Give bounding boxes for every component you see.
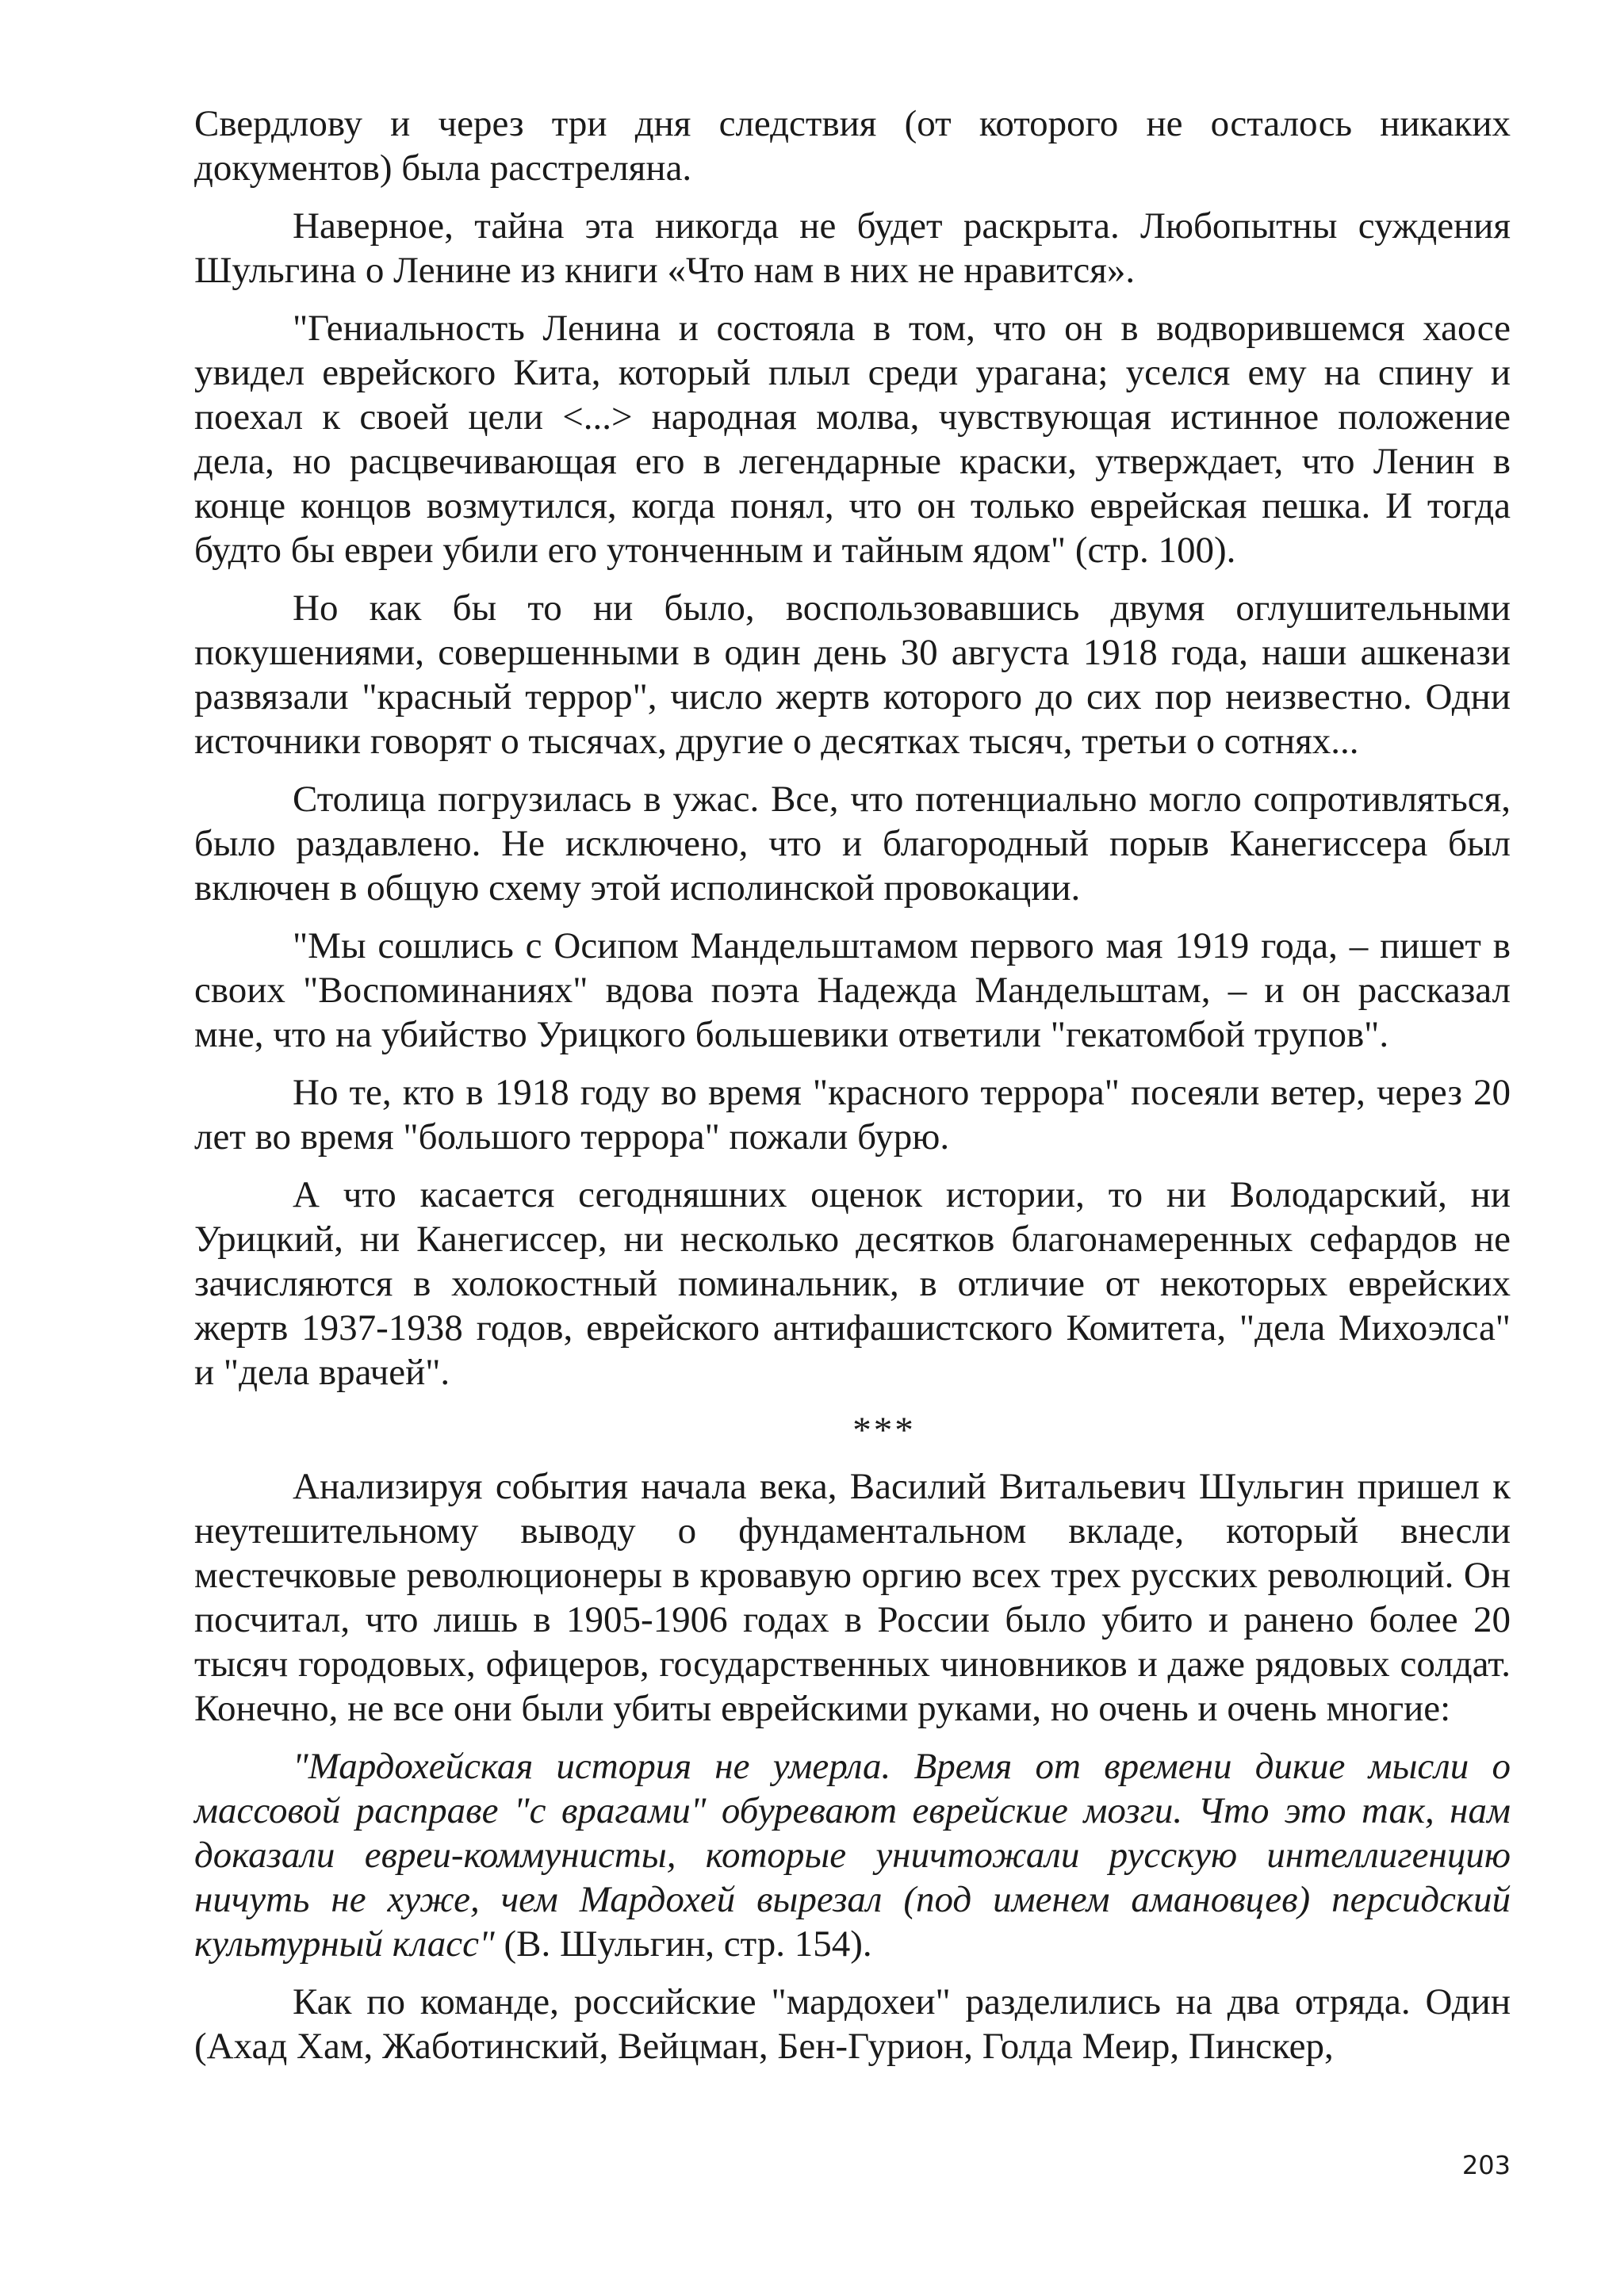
page-number: 203 [1461, 2150, 1511, 2180]
paragraph: А что касается сегодняшних оценок истории, то ни Володарский, ни Урицкий, ни Канегиссер, ни несколько десятков благонамеренных сефардов не зачисляются в холокостный поминальник, в отличие от некоторых еврейских жертв 1937-1938 годов, еврейского антифашистского Комитета, "дела Михоэлса" и "дела врачей". [194, 1174, 1511, 1393]
paragraph: Столица погрузилась в ужас. Все, что потенциально могло сопротивляться, было раздавлено. Не исключено, что и благородный порыв Канегиссера был включен в общую схему этой исполинской провокации. [194, 779, 1511, 909]
paragraph: "Мы сошлись с Осипом Мандельштамом первого мая 1919 года, – пишет в своих "Воспоминаниях" вдова поэта Надежда Мандельштам, – и он рассказал мне, что на убийство Урицкого большевики ответили "гекатомбой трупов". [194, 925, 1511, 1055]
paragraph: Наверное, тайна эта никогда не будет раскрыта. Любопытны суждения Шульгина о Ленине из книги «Что нам в них не нравится». [194, 205, 1511, 291]
quote-text: "Мардохейская история не умерла. Время от времени дикие мысли о массовой расправе "с врагами" обуревают еврейские мозги. Что это так, нам доказали евреи-коммунисты, которые уничтожали русскую интеллигенцию ничуть не хуже, чем Мардохей вырезал (под именем амановцев) персидский культурный класс" [194, 1746, 1511, 1965]
paragraph: Свердлову и через три дня следствия (от которого не осталось никаких документов) была расстреляна. [194, 103, 1511, 189]
quote-source: (В. Шульгин, стр. 154). [494, 1923, 872, 1965]
paragraph: Но те, кто в 1918 году во время "красного террора" посеяли ветер, через 20 лет во время "большого террора" пожали бурю. [194, 1072, 1511, 1158]
paragraph: "Гениальность Ленина и состояла в том, что он в водворившемся хаосе увидел еврейского Кита, который плыл среди урагана; уселся ему на спину и поехал к своей цели <...> народная молва, чувствующая истинное положение дела, но расцвечивающая его в легендарные краски, утверждает, что Ленин в конце концов возмутился, когда понял, что он только еврейская пешка. И тогда будто бы евреи убили его утонченным и тайным ядом" (стр. 100). [194, 308, 1511, 571]
block-quote [194, 1744, 1511, 1966]
paragraph: Как по команде, российские "мардохеи" разделились на два отряда. Один (Ахад Хам, Жаботинский, Вейцман, Бен-Гурион, Голда Меир, Пинскер, [194, 1981, 1511, 2067]
section-separator: *** [852, 1410, 916, 1451]
document-page [194, 101, 1511, 2082]
paragraph: Но как бы то ни было, воспользовавшись двумя оглушительными покушениями, совершенными в один день 30 августа 1918 года, наши ашкенази развязали "красный террор", число жертв которого до сих пор неизвестно. Одни источники говорят о тысячах, другие о десятках тысяч, третьи о сотнях... [194, 587, 1511, 762]
paragraph: Анализируя события начала века, Василий Витальевич Шульгин пришел к неутешительному выводу о фундаментальном вкладе, который внесли местечковые революционеры в кровавую оргию всех трех русских революций. Он посчитал, что лишь в 1905-1906 годах в России было убито и ранено более 20 тысяч городовых, офицеров, государственных чиновников и даже рядовых солдат. Конечно, не все они были убиты еврейскими руками, но очень и очень многие: [194, 1466, 1511, 1729]
